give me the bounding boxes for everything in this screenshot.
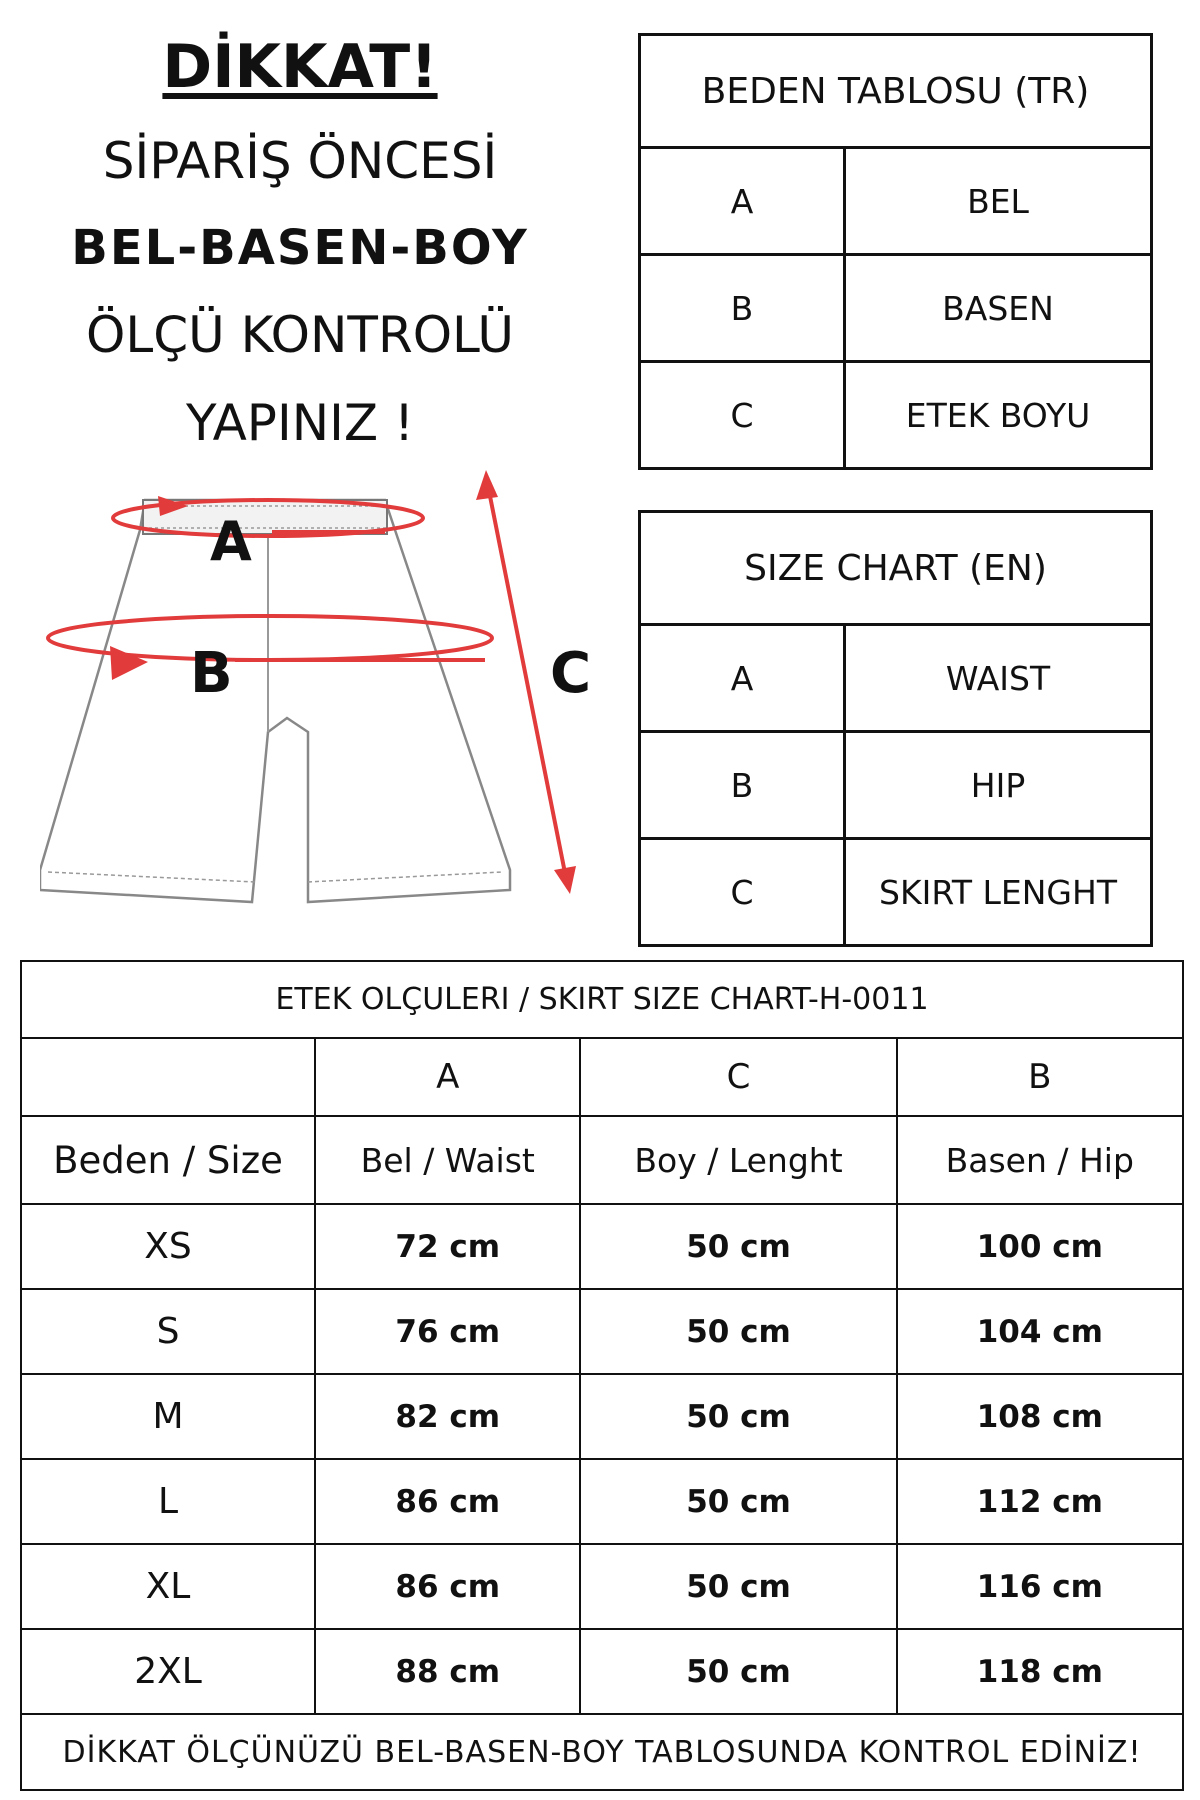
tr-value: BEL [845, 148, 1152, 255]
table-row [640, 148, 1152, 255]
table-row [640, 732, 1152, 839]
label-b: B [190, 641, 233, 706]
table-row [21, 1629, 1183, 1714]
column-letter: C [580, 1038, 896, 1116]
column-letters-row [21, 1038, 1183, 1116]
warning-line-4: YAPINIZ ! [185, 394, 415, 452]
header-row [21, 1116, 1183, 1204]
label-a: A [210, 510, 252, 573]
skirt-size-table [20, 960, 1184, 1791]
warning-line-1: SİPARİŞ ÖNCESİ [102, 132, 498, 190]
size-table-caption: ETEK OLÇULERI / SKIRT SIZE CHART-H-0011 [21, 961, 1183, 1038]
header-waist: Bel / Waist [315, 1116, 580, 1204]
hip-cell: 108 cm [897, 1374, 1183, 1459]
waist-cell: 72 cm [315, 1204, 580, 1289]
en-value: SKIRT LENGHT [845, 839, 1152, 946]
empty-cell [21, 1038, 315, 1116]
tr-key: A [640, 148, 845, 255]
size-cell: L [21, 1459, 315, 1544]
en-table-title: SIZE CHART (EN) [640, 512, 1152, 625]
warning-line-3: ÖLÇÜ KONTROLÜ [85, 306, 515, 364]
tr-value: ETEK BOYU [845, 362, 1152, 469]
length-cell: 50 cm [580, 1204, 896, 1289]
warning-title: DİKKAT! [162, 32, 438, 102]
table-row [21, 1544, 1183, 1629]
en-value: HIP [845, 732, 1152, 839]
label-c: C [550, 641, 592, 706]
table-row [21, 1459, 1183, 1544]
header-hip: Basen / Hip [897, 1116, 1183, 1204]
size-cell: XS [21, 1204, 315, 1289]
column-letter: B [897, 1038, 1183, 1116]
en-value: WAIST [845, 625, 1152, 732]
length-cell: 50 cm [580, 1629, 896, 1714]
header-length: Boy / Lenght [580, 1116, 896, 1204]
warning-line-2: BEL-BASEN-BOY [71, 220, 529, 276]
size-cell: S [21, 1289, 315, 1374]
tr-key: C [640, 362, 845, 469]
hip-cell: 100 cm [897, 1204, 1183, 1289]
hip-cell: 104 cm [897, 1289, 1183, 1374]
column-letter: A [315, 1038, 580, 1116]
length-cell: 50 cm [580, 1459, 896, 1544]
size-cell: XL [21, 1544, 315, 1629]
waist-cell: 88 cm [315, 1629, 580, 1714]
table-row [21, 1204, 1183, 1289]
table-row [21, 1374, 1183, 1459]
tr-size-table [638, 33, 1153, 470]
length-cell: 50 cm [580, 1289, 896, 1374]
size-table-footer: DİKKAT ÖLÇÜNÜZÜ BEL-BASEN-BOY TABLOSUNDA KONTROL EDİNİZ! [21, 1714, 1183, 1790]
hip-cell: 118 cm [897, 1629, 1183, 1714]
table-row [640, 625, 1152, 732]
en-key: C [640, 839, 845, 946]
table-row [640, 362, 1152, 469]
skirt-outline-icon [40, 500, 510, 902]
size-cell: M [21, 1374, 315, 1459]
tr-table-title: BEDEN TABLOSU (TR) [640, 35, 1152, 148]
en-key: A [640, 625, 845, 732]
size-cell: 2XL [21, 1629, 315, 1714]
waist-cell: 76 cm [315, 1289, 580, 1374]
tr-key: B [640, 255, 845, 362]
header-size: Beden / Size [21, 1116, 315, 1204]
waist-cell: 82 cm [315, 1374, 580, 1459]
waist-cell: 86 cm [315, 1544, 580, 1629]
table-row [640, 255, 1152, 362]
waist-cell: 86 cm [315, 1459, 580, 1544]
length-cell: 50 cm [580, 1544, 896, 1629]
length-cell: 50 cm [580, 1374, 896, 1459]
hip-cell: 112 cm [897, 1459, 1183, 1544]
hip-cell: 116 cm [897, 1544, 1183, 1629]
table-row [21, 1289, 1183, 1374]
skirt-diagram [40, 470, 620, 960]
en-size-table [638, 510, 1153, 947]
table-row [640, 839, 1152, 946]
tr-value: BASEN [845, 255, 1152, 362]
en-key: B [640, 732, 845, 839]
